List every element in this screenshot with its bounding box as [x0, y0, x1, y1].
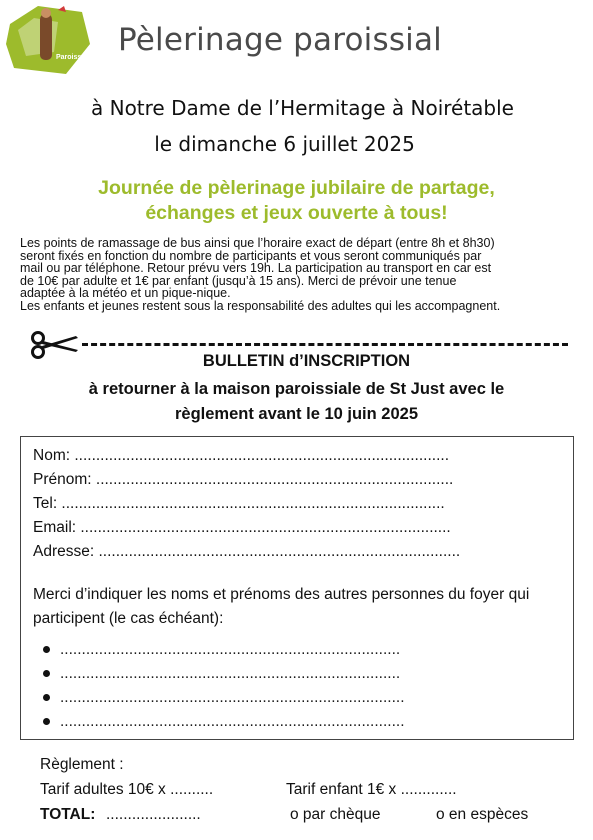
household-member-1[interactable]: ...............................................................................	[43, 641, 400, 659]
child-rate[interactable]: Tarif enfant 1€ x .............	[286, 781, 457, 798]
field-adresse[interactable]: Adresse: ....................................................................................	[33, 543, 461, 560]
intro-line: adaptée à la météo et un pique-nique.	[20, 286, 231, 300]
dashed-cut-line	[82, 343, 568, 346]
bullet-icon	[43, 646, 50, 653]
household-note: Merci d’indiquer les noms et prénoms des autres personnes du foyer qui participent (le cas échéant):	[33, 586, 530, 627]
page-title: Pèlerinage paroissial	[118, 22, 442, 58]
logo-saint-head	[41, 8, 51, 18]
total-label: TOTAL:	[40, 806, 96, 823]
field-prenom[interactable]: Prénom: ...................................................................................	[33, 471, 454, 488]
bullet-icon	[43, 718, 50, 725]
bulletin-instruction-2: règlement avant le 10 juin 2025	[174, 405, 419, 423]
logo-text: Paroisse	[56, 54, 86, 61]
logo-saint-figure	[40, 14, 52, 60]
bullet-icon	[43, 670, 50, 677]
location-line: à Notre Dame de l’Hermitage à Noirétable	[91, 96, 514, 120]
intro-line: Les enfants et jeunes restent sous la responsabilité des adultes qui les accompagnent.	[20, 298, 501, 313]
intro-line: Les points de ramassage de bus ainsi que l’horaire exact de départ (entre 8h et 8h30)	[20, 236, 495, 250]
bulletin-title: BULLETIN d’INSCRIPTION	[202, 352, 411, 370]
field-nom[interactable]: Nom: .......................................................................................	[33, 447, 449, 464]
date-line: le dimanche 6 juillet 2025	[154, 132, 415, 156]
adult-rate[interactable]: Tarif adultes 10€ x ..........	[40, 781, 214, 798]
intro-line: de 10€ par adulte et 1€ par enfant (jusqu’à 15 ans). Merci de prévoir une tenue	[20, 273, 457, 288]
household-member-2[interactable]: ...............................................................................	[43, 665, 400, 683]
intro-line: mail ou par téléphone. Retour prévu vers 19h. La participation au transport en car est	[20, 261, 492, 275]
total-field[interactable]: ......................	[106, 806, 201, 823]
field-email[interactable]: Email: ......................................................................................	[33, 519, 451, 536]
field-tel[interactable]: Tel: .........................................................................................	[33, 495, 445, 512]
intro-paragraph	[20, 237, 575, 312]
bulletin-instruction-1: à retourner à la maison paroissiale de St Just avec le	[88, 380, 505, 398]
household-member-3[interactable]: ................................................................................	[43, 689, 405, 707]
bullet-icon	[43, 694, 50, 701]
household-member-4[interactable]: ................................................................................	[43, 713, 405, 731]
cash-option[interactable]: o en espèces	[436, 806, 529, 823]
headline-line-2: échanges et jeux ouverte à tous!	[145, 202, 448, 224]
payment-title: Règlement :	[40, 756, 124, 773]
headline-line-1: Journée de pèlerinage jubilaire de partage,	[98, 177, 495, 199]
intro-line: seront fixés en fonction du nombre de participants et vous seront communiqués par	[20, 248, 482, 263]
cheque-option[interactable]: o par chèque	[290, 806, 381, 823]
parish-logo	[4, 4, 92, 76]
registration-form	[20, 436, 574, 740]
